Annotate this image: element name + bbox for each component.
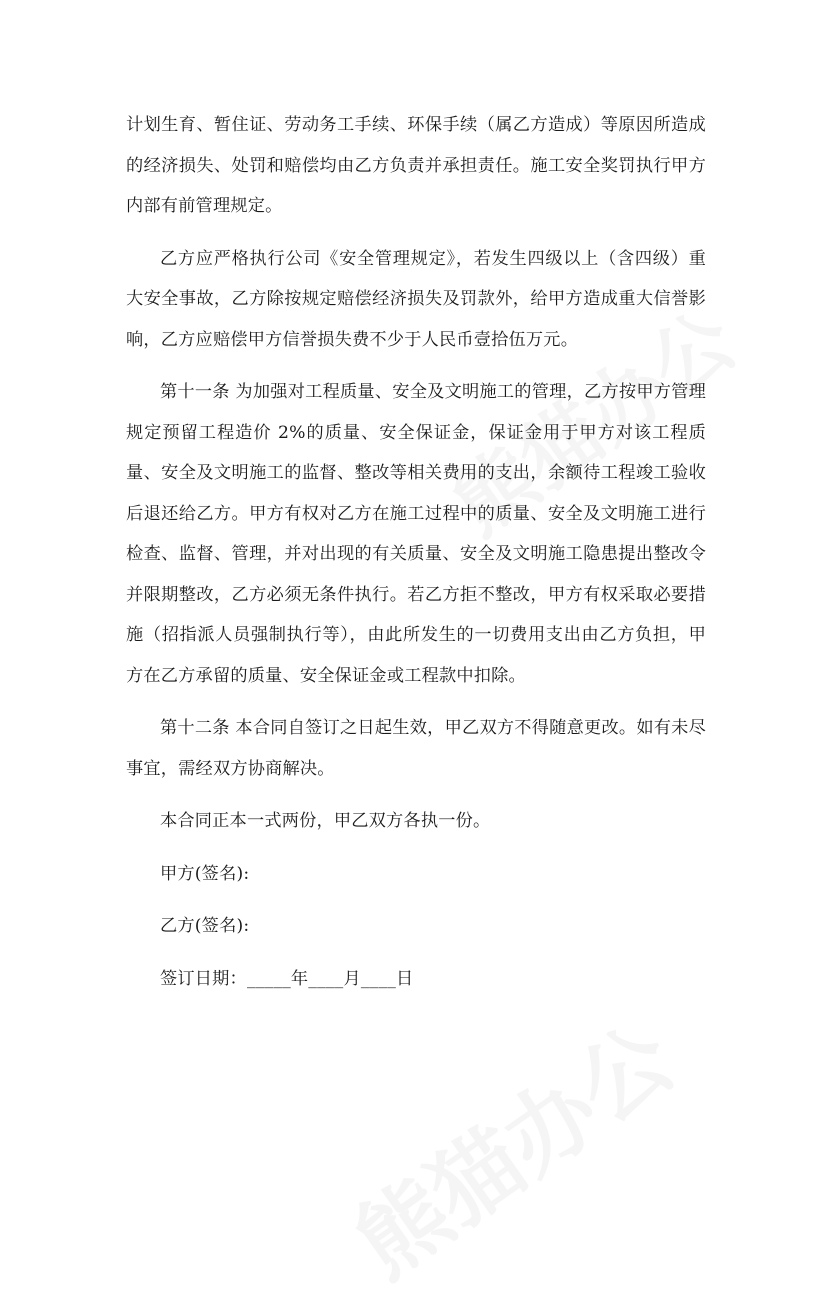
paragraph-copies: 本合同正本一式两份，甲乙双方各执一份。 (160, 811, 491, 831)
signature-date: 签订日期：_____年____月____日 (160, 968, 414, 989)
paragraph-article-12: 第十二条 本合同自签订之日起生效，甲乙双方不得随意更改。如有未尽事宜，需经双方协商解决。 (126, 718, 706, 779)
paragraph-continuation: 计划生育、暂住证、劳动务工手续、环保手续（属乙方造成）等原因所造成的经济损失、处罚和赔偿均由乙方负责并承担责任。施工安全奖罚执行甲方内部有前管理规定。 (126, 115, 706, 216)
signature-party-b: 乙方(签名): (160, 916, 250, 936)
signature-party-a: 甲方(签名): (160, 863, 250, 884)
document-body (126, 105, 706, 1011)
paragraph-article-11: 第十一条 为加强对工程质量、安全及文明施工的管理，乙方按甲方管理规定预留工程造价 2%的质量、安全保证金，保证金用于甲方对该工程质量、安全及文明施工的监督、整改等相关费用的支出，余额待工程竣工验收后退还给乙方。甲方有权对乙方在施工过程中的质量、安全及文明施工进行检查、监督、管理，并对出现的有关质量、安全及文明施工隐患提出整改令并限期整改，乙方必须无条件执行。若乙方拒不整改，甲方有权采取必要措施（招指派人员强制执行等），由此所发生的一切费用支出由乙方负担，甲方在乙方承留的质量、安全保证金或工程款中扣除。 (126, 382, 706, 686)
paragraph-safety-regulation: 乙方应严格执行公司《安全管理规定》，若发生四级以上（含四级）重大安全事故，乙方除按规定赔偿经济损失及罚款外，给甲方造成重大信誉影响，乙方应赔偿甲方信誉损失费不少于人民币壹拾伍万元。 (126, 248, 706, 350)
watermark (325, 989, 694, 1302)
